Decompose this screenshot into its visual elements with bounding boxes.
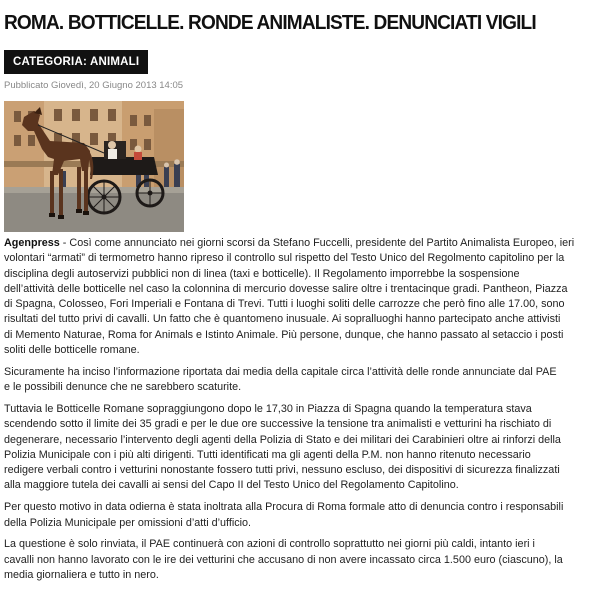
article-title: ROMA. BOTTICELLE. RONDE ANIMALISTE. DENUNCIATI VIGILI <box>4 11 536 34</box>
paragraph: Per questo motivo in data odierna è stata inoltrata alla Procura di Roma formale atto di denuncia contro i responsabili della Polizia Municipale per omissioni d’atti d’ufficio. <box>4 501 564 529</box>
paragraph: Tuttavia le Botticelle Romane sopraggiungono dopo le 17,30 in Piazza di Spagna quando la temperatura stava scendendo sotto il limite dei 35 gradi e per le due ore successive la tensione tra animalisti e vetturini ha rischiato di degenerare, necessario l’intervento degli agenti della Polizia di Stato e dei militari dei Carabinieri oltre ai rinforzi della Polizia Municipale con i più alti dirigenti. Tutti identificati ma gli agenti della P.M. non hanno ritenuto necessario redigere verbali contro i vetturini nonostante fossero tutti privi, nessuno escluso, dei dispositivi di sicurezza finalizzati alla maggiore tutela dei cavalli ai sensi del Capo II del Testo Unico del Regolamento Capitolino. <box>4 402 561 492</box>
publish-date: Pubblicato Giovedì, 20 Giugno 2013 14:05 <box>4 80 184 91</box>
paragraph: La questione è solo rinviata, il PAE continuerà con azioni di controllo soprattutto nei giorni più caldi, intanto ieri i cavalli non hanno lavorato con le ire dei vetturini che accusano di non avere incassato circa 1.500 euro (ciascuno), la media giornaliera e tutto in nero. <box>4 538 563 581</box>
agency-name: Agenpress <box>4 237 60 249</box>
paragraph-lead-text: - Così come annunciato nei giorni scorsi da Stefano Fuccelli, presidente del Partito Animalista Europeo, ieri volontari “armati” di termometro hanno ripreso il controllo sul rispetto del Testo Unico del Regolmento capitolino per la disciplina degli autoservizi pubblici non di linea (taxi e botticelle). Il Regolamento imporrebbe la sospensione dell’attività delle botticelle nel caso la colonnina di mercurio dovesse salire oltre i trentacinque gradi. Pantheon, Piazza di Spagna, Colosseo, Fori Imperiali e Fontana di Trevi. Tutti i luoghi soliti delle carrozze che però fino alle 17.00, sono risultati del tutto privi di cavalli. Un fatto che è quantomeno inusuale. Ai sopralluoghi hanno partecipato anche attivisti di Memento Naturae, Roma for Animals e Istinto Animale. Più persone, dunque, che hanno passato al setaccio i posti soliti delle botticelle romane. <box>4 237 575 357</box>
category-badge[interactable]: CATEGORIA: ANIMALI <box>4 50 148 74</box>
article-body <box>4 236 606 590</box>
paragraph: Sicuramente ha inciso l’informazione riportata dai media della capitale circa l’attività delle ronde annunciate dal PAE e le possibili denunce che ne sarebbero scaturite. <box>4 365 557 394</box>
article-photo <box>4 101 184 232</box>
paragraph-lead <box>4 236 606 358</box>
